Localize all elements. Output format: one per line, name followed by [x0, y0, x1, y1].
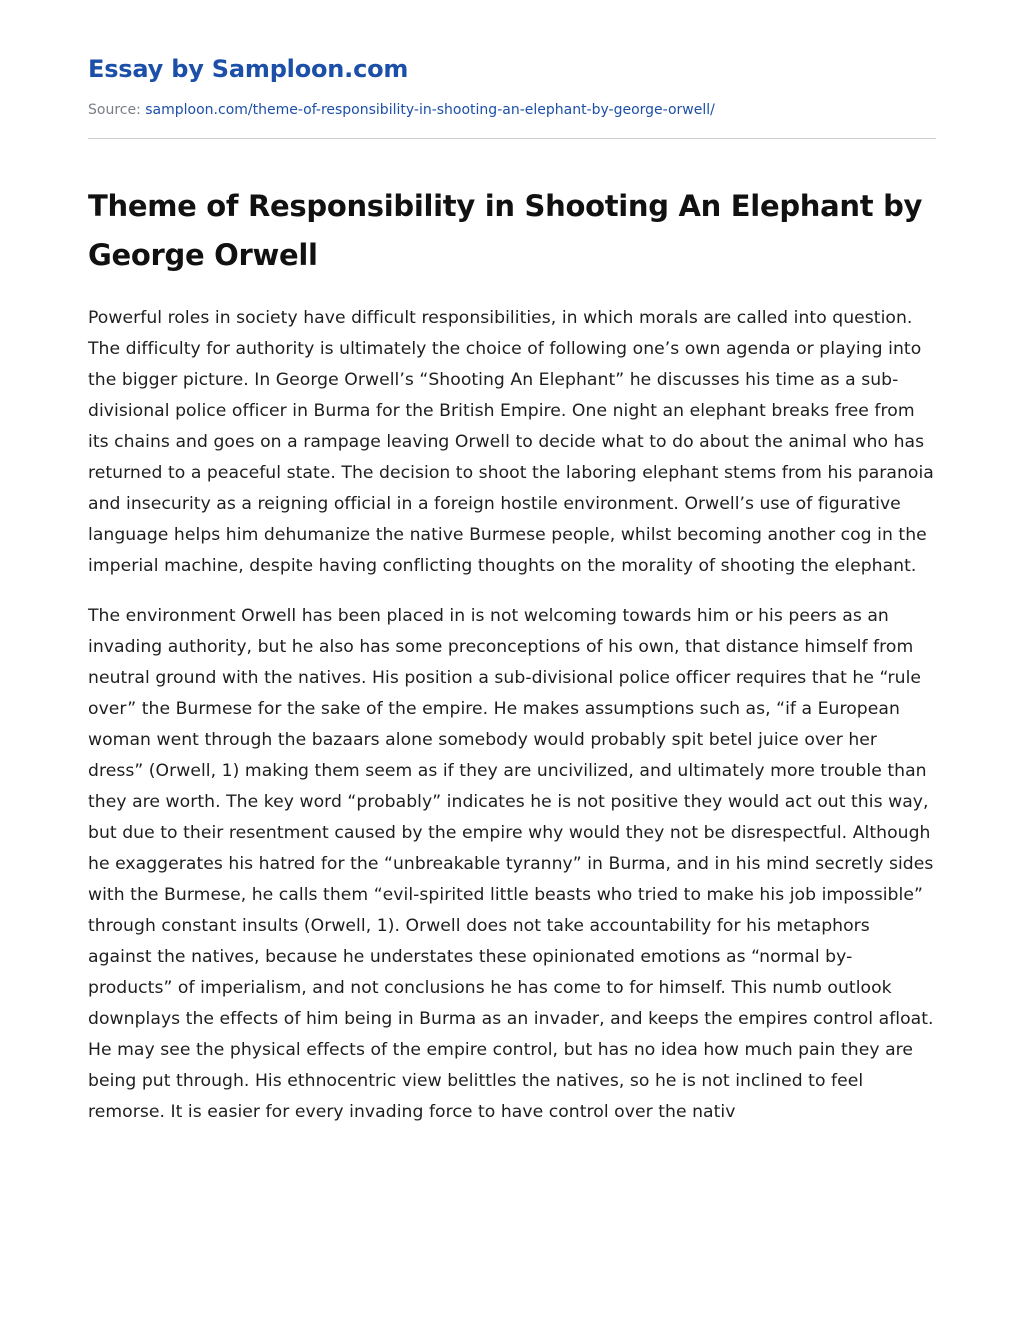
- essay-title: Theme of Responsibility in Shooting An Elephant by George Orwell: [88, 189, 923, 272]
- essay-content: [88, 182, 936, 1128]
- essay-paragraph: Powerful roles in society have difficult responsibilities, in which morals are called into question. The difficulty for authority is ultimately the choice of following one’s own agenda or playing into the bigger picture. In George Orwell’s “Shooting An Elephant” he discusses his time as a sub-divisional police officer in Burma for the British Empire. One night an elephant breaks free from its chains and goes on a rampage leaving Orwell to decide what to do about the animal who has returned to a peaceful state. The decision to shoot the laboring elephant stems from his paranoia and insecurity as a reigning official in a foreign hostile environment. Orwell’s use of figurative language helps him dehumanize the native Burmese people, whilst becoming another cog in the imperial machine, despite having conflicting thoughts on the morality of shooting the elephant.: [88, 308, 934, 576]
- site-brand[interactable]: Essay by Samploon.com: [88, 55, 409, 83]
- source-link[interactable]: samploon.com/theme-of-responsibility-in-shooting-an-elephant-by-george-orwell/: [145, 102, 715, 118]
- essay-body: [88, 303, 936, 1128]
- page-header: [88, 53, 936, 139]
- source-label: Source:: [88, 102, 141, 118]
- source-line: [88, 100, 936, 120]
- header-divider: [88, 138, 936, 139]
- essay-page: [88, 0, 936, 1147]
- essay-paragraph: The environment Orwell has been placed in is not welcoming towards him or his peers as an invading authority, but he also has some preconceptions of his own, that distance himself from neutral ground with the natives. His position a sub-divisional police officer requires that he “rule over” the Burmese for the sake of the empire. He makes assumptions such as, “if a European woman went through the bazaars alone somebody would probably spit betel juice over her dress” (Orwell, 1) making them seem as if they are uncivilized, and ultimately more trouble than they are worth. The key word “probably” indicates he is not positive they would act out this way, but due to their resentment caused by the empire why would they not be disrespectful. Although he exaggerates his hatred for the “unbreakable tyranny” in Burma, and in his mind secretly sides with the Burmese, he calls them “evil-spirited little beasts who tried to make his job impossible” through constant insults (Orwell, 1). Orwell does not take accountability for his metaphors against the natives, because he understates these opinionated emotions as “normal by-products” of imperialism, and not conclusions he has come to for himself. This numb outlook downplays the effects of him being in Burma as an invader, and keeps the empires control afloat. He may see the physical effects of the empire control, but has no idea how much pain they are being put through. His ethnocentric view belittles the natives, so he is not inclined to feel remorse. It is easier for every invading force to have control over the nativ: [88, 606, 934, 1122]
